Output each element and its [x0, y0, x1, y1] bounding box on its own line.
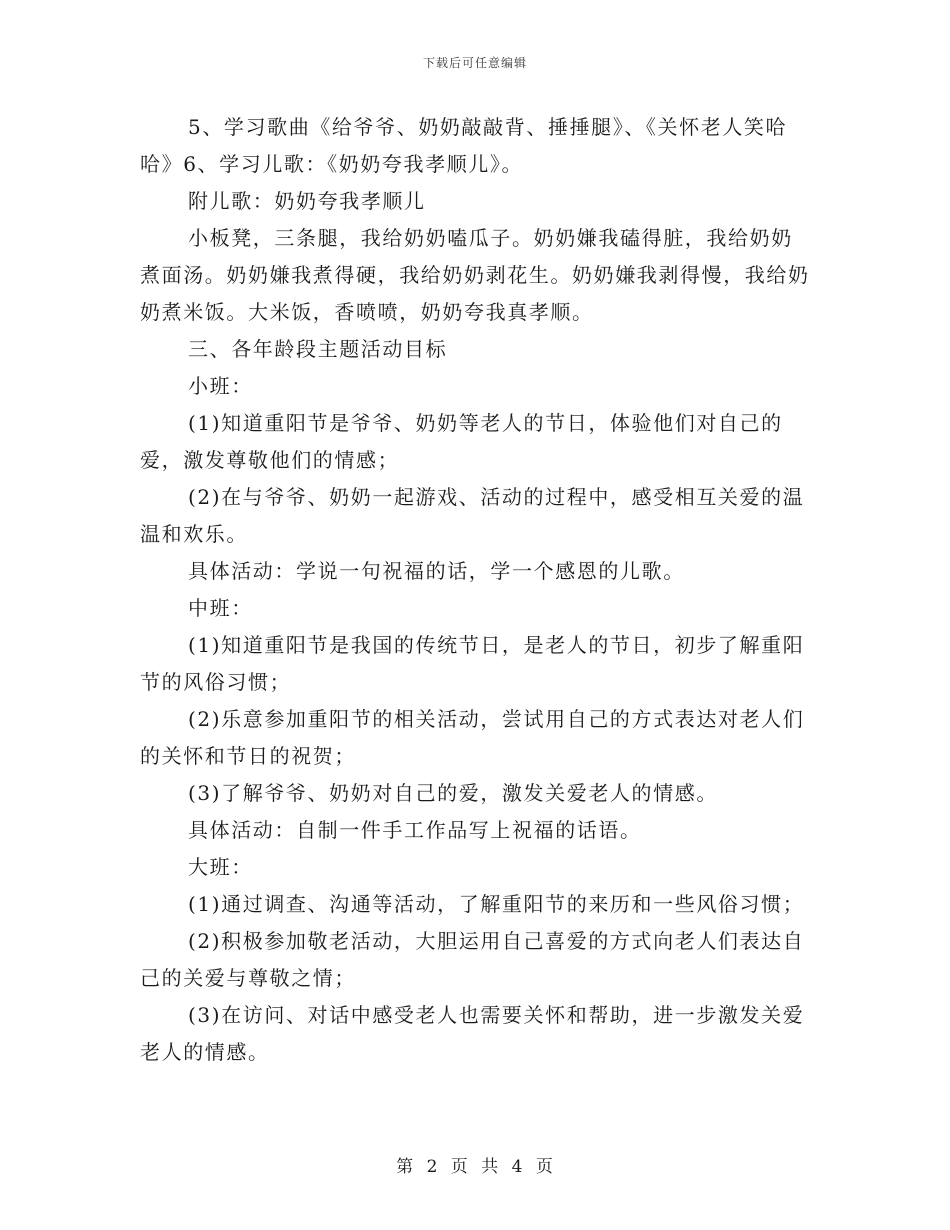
paragraph: 5、学习歌曲《给爷爷、奶奶敲敲背、捶捶腿》、《关怀老人笑哈哈》6、学习儿歌：《奶奶夸我孝顺儿》。: [140, 115, 788, 176]
paragraph: 具体活动：自制一件手工作品写上祝福的话语。: [188, 818, 642, 842]
paragraph: 小板凳，三条腿，我给奶奶嗑瓜子。奶奶嫌我磕得脏，我给奶奶煮面汤。奶奶嫌我煮得硬，我给奶奶剥花生。奶奶嫌我剥得慢，我给奶奶煮米饭。大米饭，香喷喷，奶奶夸我真孝顺。: [140, 226, 810, 324]
paragraph: (1)知道重阳节是我国的传统节日，是老人的节日，初步了解重阳节的风俗习惯；: [140, 633, 805, 694]
paragraph: (3)在访问、对话中感受老人也需要关怀和帮助，进一步激发关爱老人的情感。: [140, 1003, 805, 1064]
paragraph: (1)知道重阳节是爷爷、奶奶等老人的节日，体验他们对自己的爱，激发尊敬他们的情感；: [140, 411, 783, 472]
paragraph: 具体活动：学说一句祝福的话，学一个感恩的儿歌。: [188, 559, 685, 583]
class-heading-large: 大班：: [188, 855, 253, 879]
document-body: [140, 109, 812, 1071]
paragraph: (3)了解爷爷、奶奶对自己的爱，激发关爱老人的情感。: [188, 781, 718, 805]
paragraph: (2)在与爷爷、奶奶一起游戏、活动的过程中，感受相互关爱的温温和欢乐。: [140, 485, 805, 546]
class-heading-small: 小班：: [188, 374, 253, 398]
class-heading-middle: 中班：: [188, 596, 253, 620]
page-header: 下载后可任意编辑: [422, 56, 527, 70]
paragraph: (1)通过调查、沟通等活动，了解重阳节的来历和一些风俗习惯；: [188, 892, 805, 916]
paragraph: 附儿歌：奶奶夸我孝顺儿: [188, 189, 426, 213]
page-number-footer: 第 2 页 共 4 页: [396, 1157, 554, 1177]
paragraph: (2)乐意参加重阳节的相关活动，尝试用自己的方式表达对老人们的关怀和节日的祝贺；: [140, 707, 805, 768]
section-heading: 三、各年龄段主题活动目标: [188, 337, 448, 361]
paragraph: (2)积极参加敬老活动，大胆运用自己喜爱的方式向老人们表达自己的关爱与尊敬之情；: [140, 929, 805, 990]
